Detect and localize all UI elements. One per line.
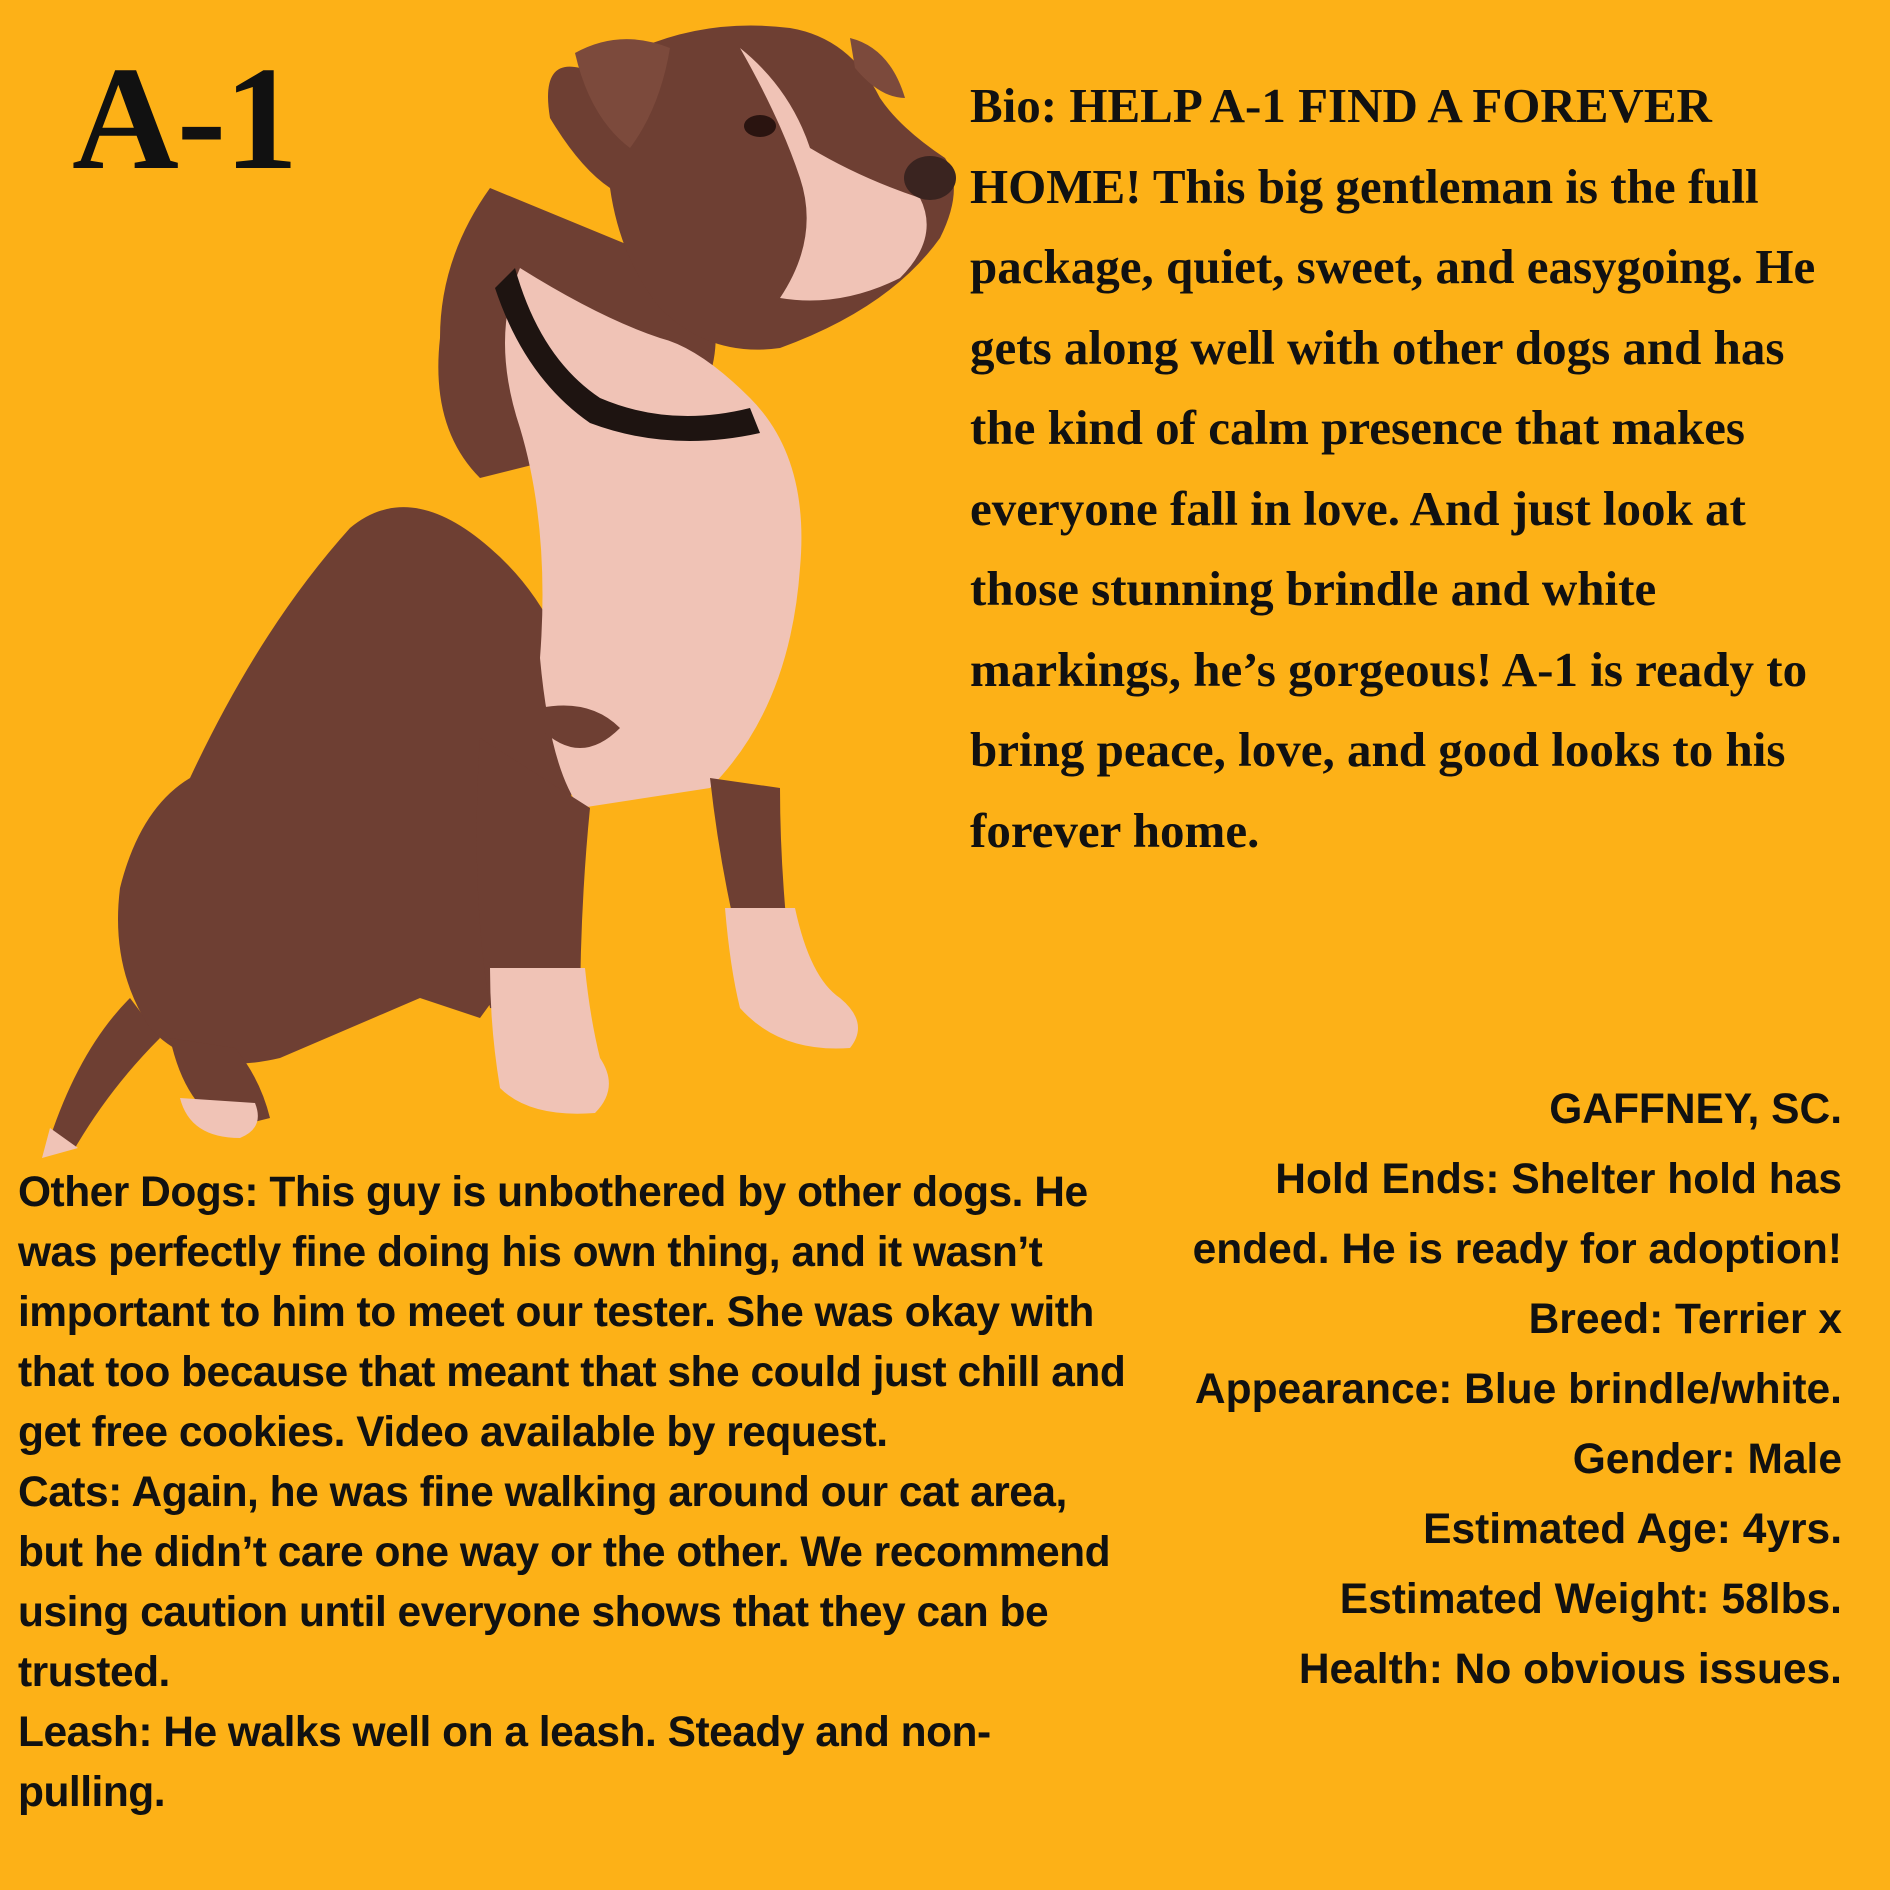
dog-hind-paw	[180, 1098, 258, 1138]
gender-text: Gender: Male	[1572, 1436, 1842, 1483]
age-text: Estimated Age: 4yrs.	[1423, 1506, 1842, 1553]
breed-text: Breed: Terrier x	[1528, 1296, 1842, 1343]
dog-eye	[744, 115, 776, 137]
behavior-section	[18, 1163, 1133, 1823]
appearance-text: Appearance: Blue brindle/white.	[1194, 1366, 1842, 1413]
other-dogs-text: Other Dogs: This guy is unbothered by other dogs. He was perfectly fine doing his own thing, and it wasn’t important to him to meet our tester. She was okay with that too because that meant that she could just chill and get free cookies. Video available by request.	[18, 1169, 1126, 1456]
location-text: GAFFNEY, SC.	[1549, 1086, 1842, 1133]
health-text: Health: No obvious issues.	[1298, 1646, 1842, 1693]
cats-text: Cats: Again, he was fine walking around our cat area, but he didn’t care one way or the other. We recommend using caution until everyone shows that they can be trusted.	[18, 1469, 1111, 1696]
leash-text: Leash: He walks well on a leash. Steady and non-pulling.	[18, 1709, 991, 1816]
dog-tail	[50, 998, 160, 1148]
hold-ends-text: Hold Ends: Shelter hold has ended. He is ready for adoption!	[1192, 1156, 1842, 1273]
weight-text: Estimated Weight: 58lbs.	[1339, 1576, 1842, 1623]
details-section	[1142, 1075, 1842, 1705]
dog-photo	[20, 8, 960, 1168]
dog-name-title: A-1	[72, 37, 297, 201]
dog-nose	[904, 156, 956, 200]
bio-text: Bio: HELP A-1 FIND A FOREVER HOME! This big gentleman is the full package, quiet, sweet, and easygoing. He gets along well with other dogs and has the kind of calm presence that makes everyone fall in love. And just look at those stunning brindle and white markings, he’s gorgeous! A-1 is ready to bring peace, love, and good looks to his forever home.	[970, 78, 1816, 858]
